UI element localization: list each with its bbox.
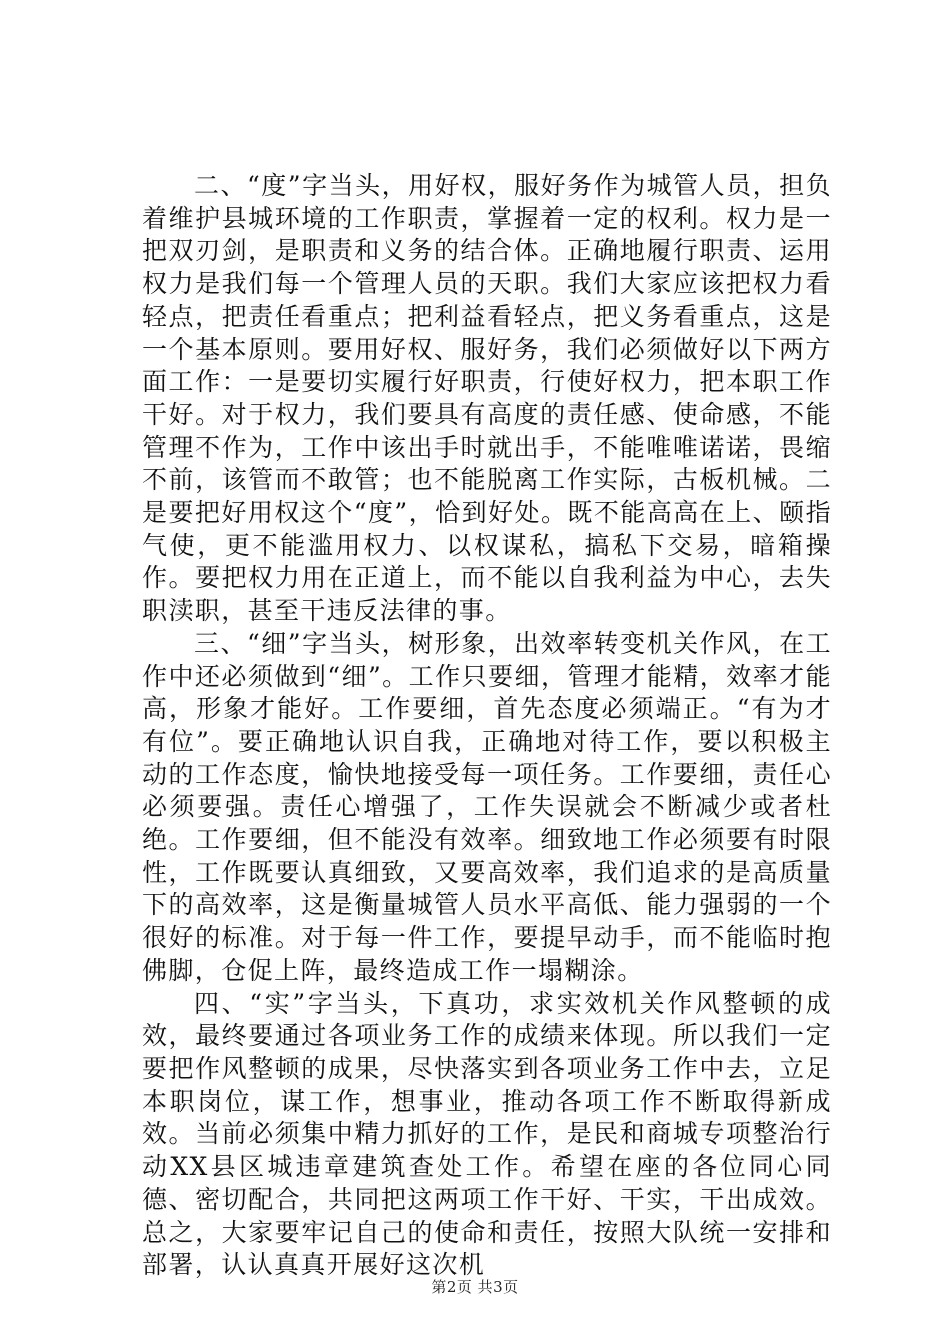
document-body (142, 170, 832, 1282)
page-number-footer: 第2页 共3页 (431, 1278, 519, 1296)
paragraph-section-four: 四、“实”字当头，下真功，求实效机关作风整顿的成效，最终要通过各项业务工作的成绩来体现。所以我们一定要把作风整顿的成果，尽快落实到各项业务工作中去，立足本职岗位，谋工作，想事业，推动各项工作不断取得新成效。当前必须集中精力抓好的工作，是民和商城专项整治行动XX县区城违章建筑查处工作。希望在座的各位同心同德、密切配合，共同把这两项工作干好、干实，干出成效。总之，大家要牢记自己的使命和责任，按照大队统一安排和部署，认认真真开展好这次机 (142, 988, 832, 1280)
paragraph-section-three: 三、“细”字当头，树形象，出效率转变机关作风，在工作中还必须做到“细”。工作只要细，管理才能精，效率才能高，形象才能好。工作要细，首先态度必须端正。“有为才有位”。要正确地认识自我，正确地对待工作，要以积极主动的工作态度，愉快地接受每一项任务。工作要细，责任心必须要强。责任心增强了，工作失误就会不断减少或者杜绝。工作要细，但不能没有效率。细致地工作必须要有时限性，工作既要认真细致，又要高效率，我们追求的是高质量下的高效率，这是衡量城管人员水平高低、能力强弱的一个很好的标准。对于每一件工作，要提早动手，而不能临时抱佛脚，仓促上阵，最终造成工作一塌糊涂。 (142, 628, 832, 985)
paragraph-section-two: 二、“度”字当头，用好权，服好务作为城管人员，担负着维护县城环境的工作职责，掌握着一定的权利。权力是一把双刃剑，是职责和义务的结合体。正确地履行职责、运用权力是我们每一个管理人员的天职。我们大家应该把权力看轻点，把责任看重点；把利益看轻点，把义务看重点，这是一个基本原则。要用好权、服好务，我们必须做好以下两方面工作：一是要切实履行好职责，行使好权力，把本职工作干好。对于权力，我们要具有高度的责任感、使命感，不能管理不作为，工作中该出手时就出手，不能唯唯诺诺，畏缩不前，该管而不敢管；也不能脱离工作实际，古板机械。二是要把好用权这个“度”，恰到好处。既不能高高在上、颐指气使，更不能滥用权力、以权谋私，搞私下交易，暗箱操作。要把权力用在正道上，而不能以自我利益为中心，去失职渎职，甚至干违反法律的事。 (142, 171, 832, 626)
